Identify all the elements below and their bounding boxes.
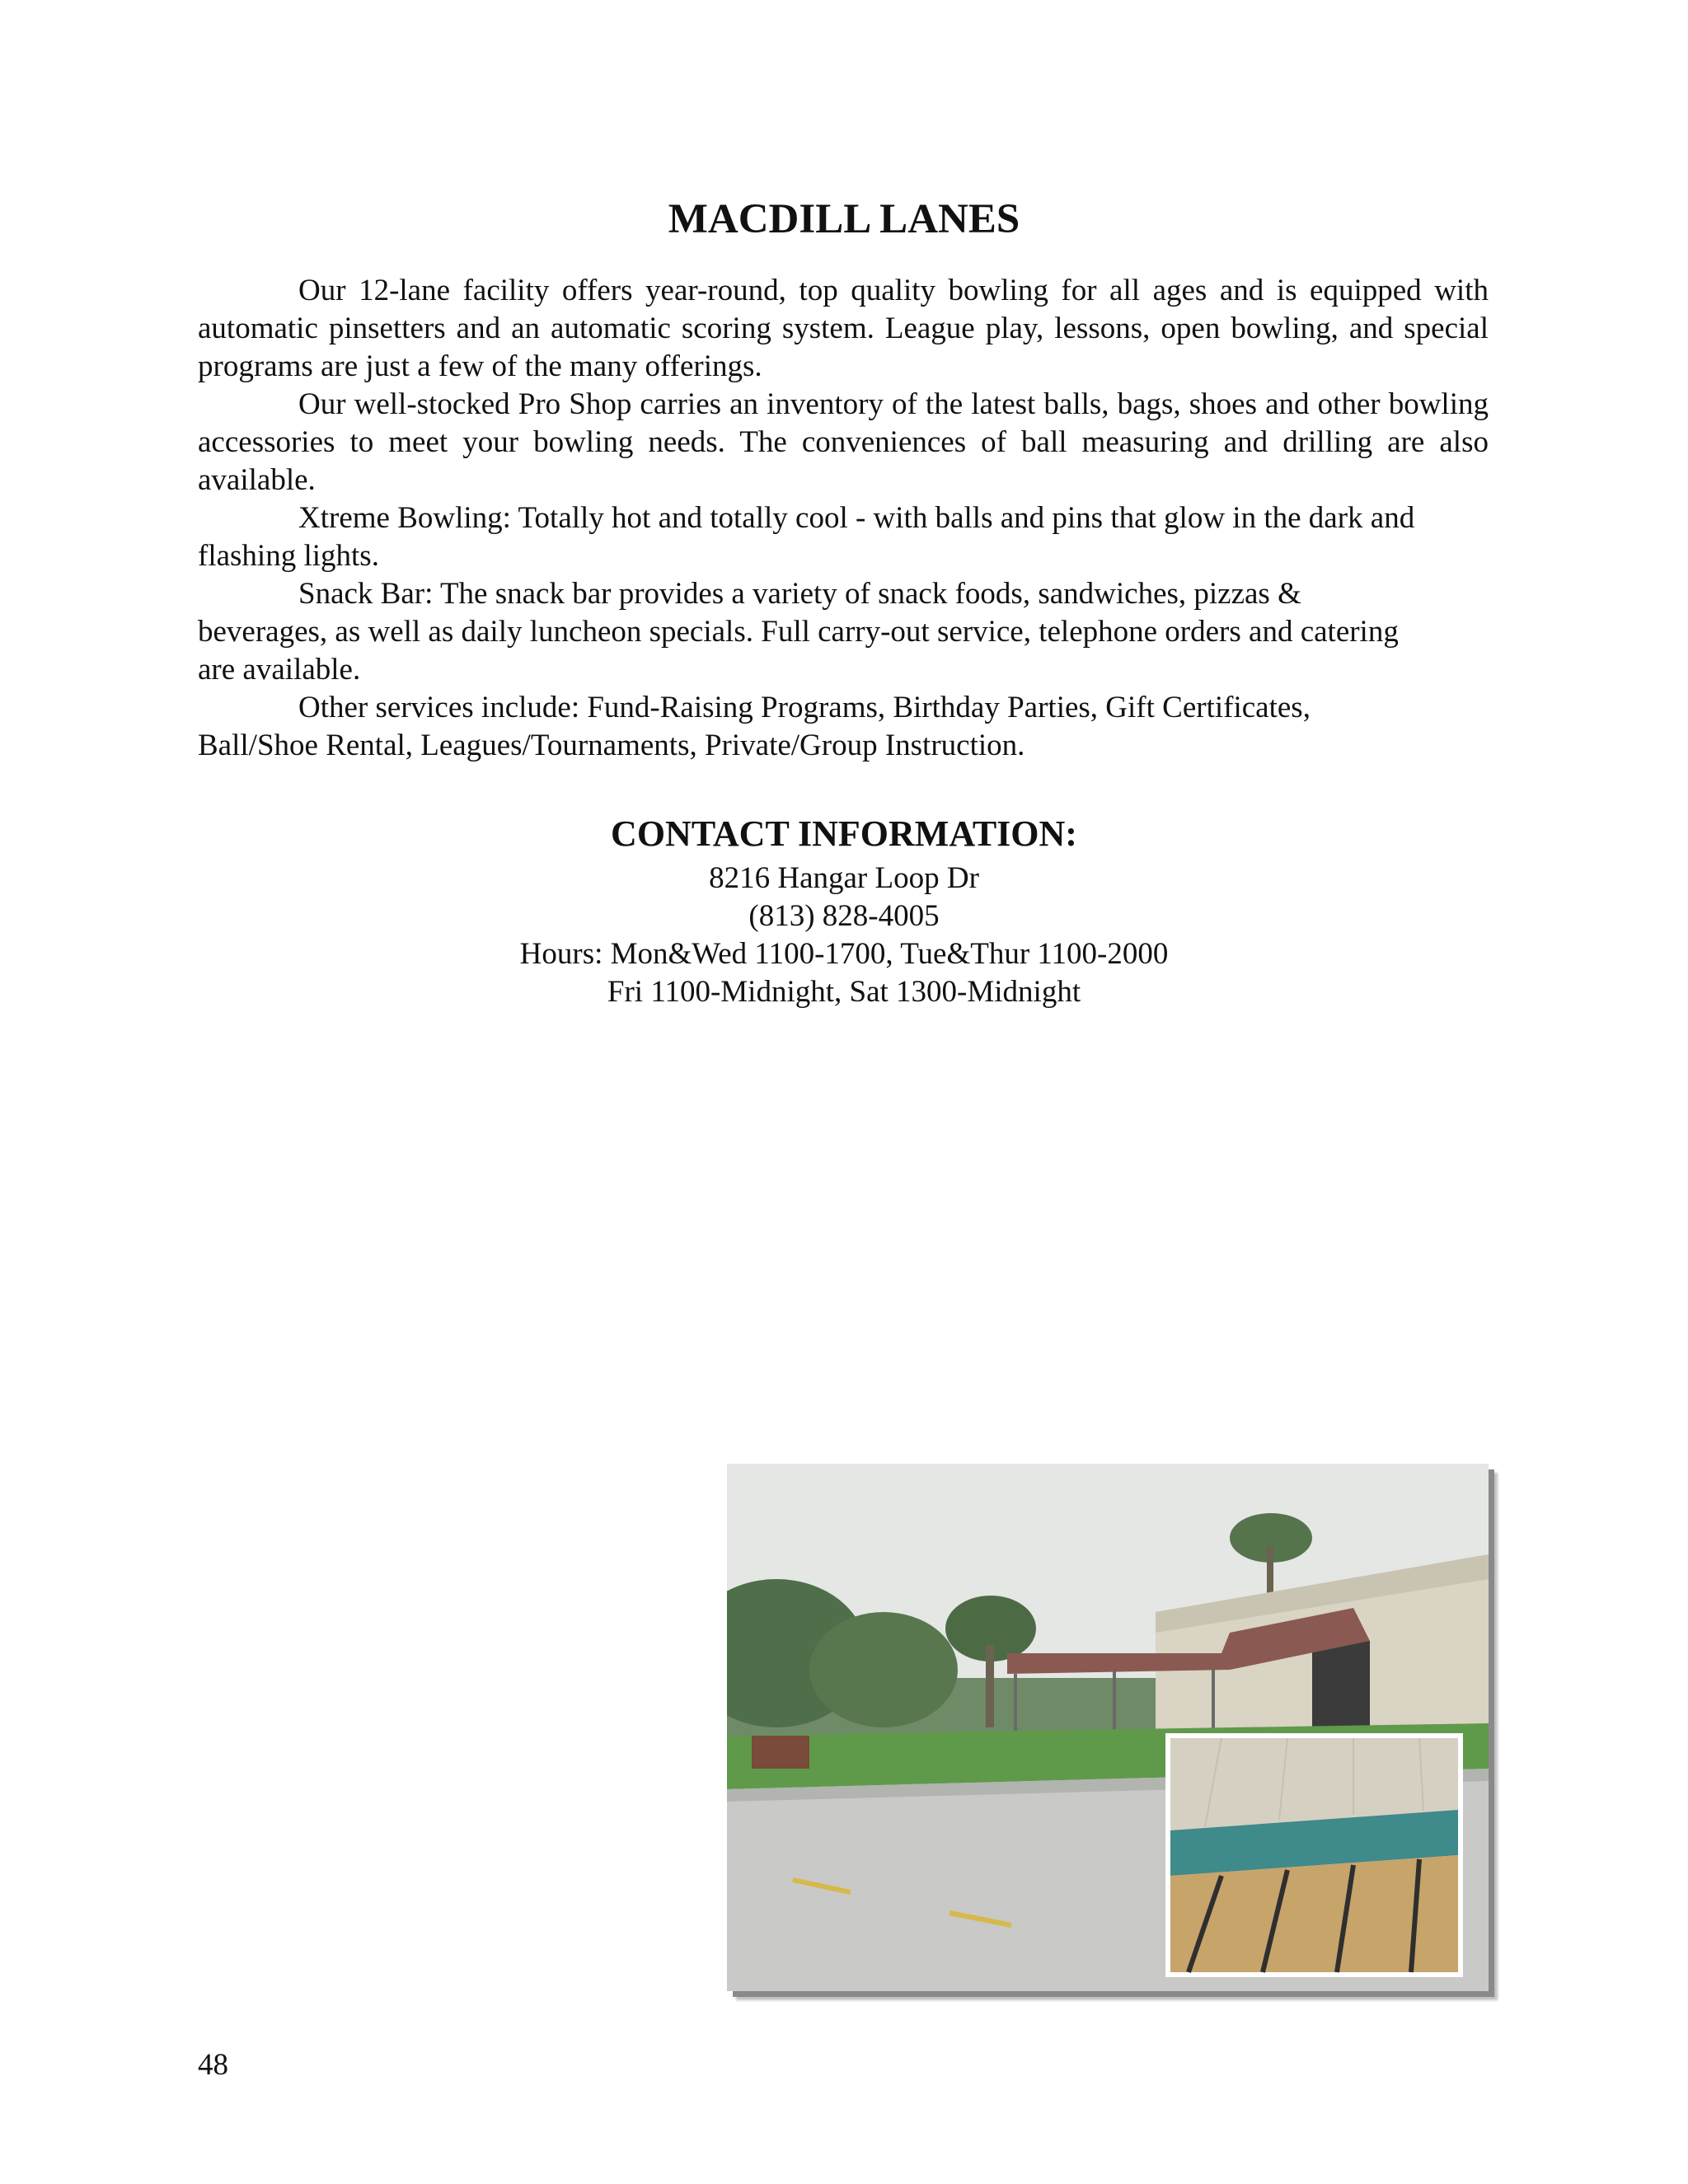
paragraph-other-services: Other services include: Fund-Raising Programs, Birthday Parties, Gift Certificates, Ball/Shoe Rental, Leagues/Tournaments, Private/Group Instruction. <box>198 691 1311 762</box>
paragraph-snack-bar: Snack Bar: The snack bar provides a variety of snack foods, sandwiches, pizzas & beverages, as well as daily luncheon specials. Full carry-out service, telephone orders and catering are available. <box>198 577 1399 687</box>
palm-trunk <box>1267 1546 1273 1596</box>
contact-hours-weekday: Hours: Mon&Wed 1100-1700, Tue&Thur 1100-2000 <box>519 937 1169 971</box>
tree <box>809 1612 958 1727</box>
contact-phone: (813) 828-4005 <box>748 899 940 933</box>
body-text <box>198 272 1489 765</box>
building-doorway <box>1312 1641 1370 1732</box>
palm-trunk <box>986 1645 994 1727</box>
street-sign <box>752 1736 809 1769</box>
page-title: MACDILL LANES <box>668 196 1020 242</box>
paragraph-pro-shop: Our well-stocked Pro Shop carries an inventory of the latest balls, bags, shoes and other bowling accessories to meet your bowling needs. The conveniences of ball measuring and drilling are also available. <box>198 387 1489 497</box>
contact-hours-weekend: Fri 1100-Midnight, Sat 1300-Midnight <box>607 975 1081 1009</box>
lanes-inset-photo <box>1168 1736 1461 1975</box>
contact-heading: CONTACT INFORMATION: <box>611 813 1077 854</box>
paragraph-xtreme-bowling: Xtreme Bowling: Totally hot and totally cool - with balls and pins that glow in the dark and flashing lights. <box>198 501 1415 573</box>
contact-address: 8216 Hangar Loop Dr <box>709 861 979 895</box>
paragraph-facility: Our 12-lane facility offers year-round, top quality bowling for all ages and is equipped with automatic pinsetters and an automatic scoring system. League play, lessons, open bowling, and special programs are just a few of the many offerings. <box>198 274 1489 383</box>
contact-info <box>0 860 1688 1011</box>
bowling-center-photo <box>727 1464 1489 1991</box>
page-number: 48 <box>198 2048 228 2082</box>
